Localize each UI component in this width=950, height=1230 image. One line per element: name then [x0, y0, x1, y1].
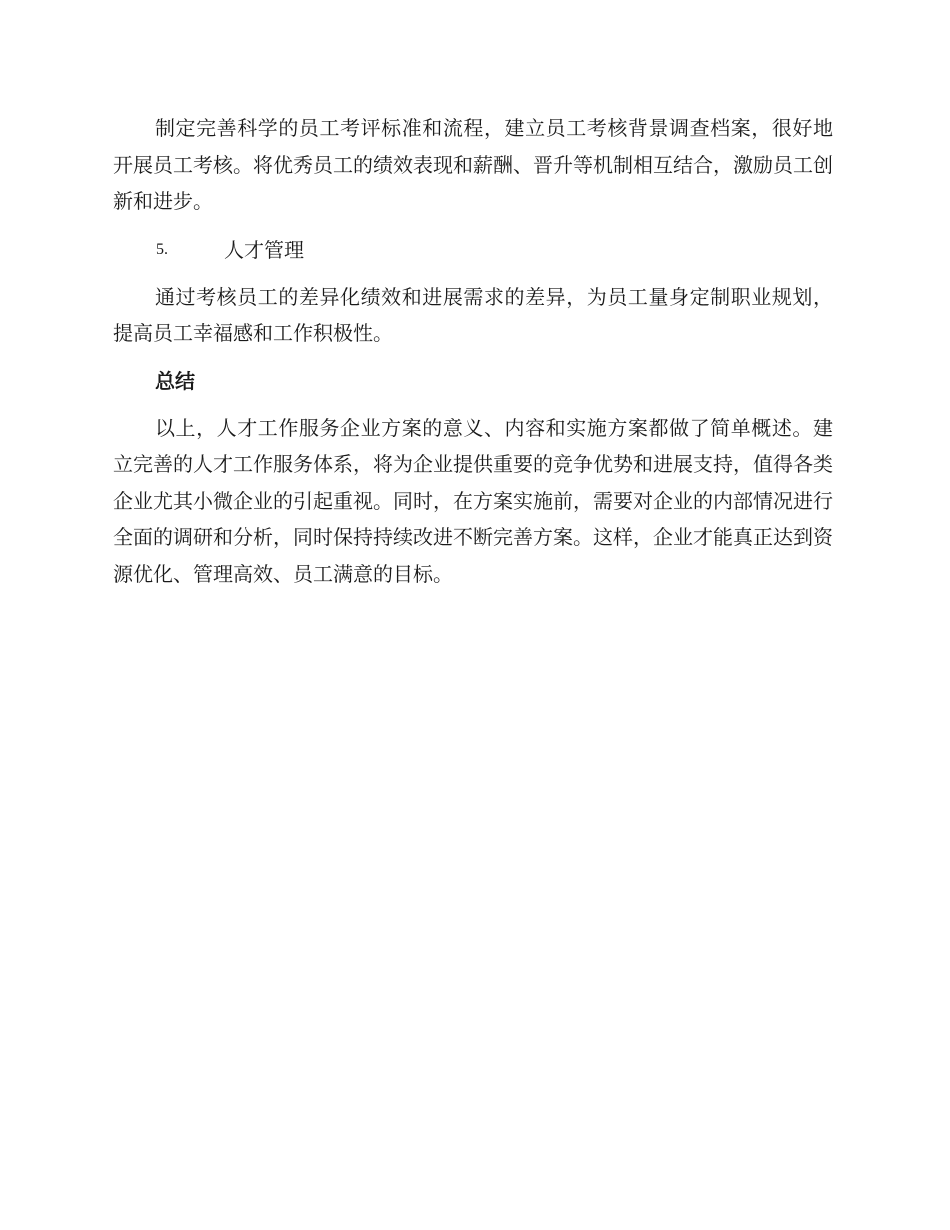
paragraph-talent-management: 通过考核员工的差异化绩效和进展需求的差异，为员工量身定制职业规划，提高员工幸福感和工作积极性。 — [113, 284, 833, 345]
paragraph-evaluation: 制定完善科学的员工考评标准和流程，建立员工考核背景调查档案，很好地开展员工考核。将优秀员工的绩效表现和薪酬、晋升等机制相互结合，激励员工创新和进步。 — [113, 116, 833, 213]
list-number: 5. — [156, 240, 168, 258]
summary-heading: 总结 — [155, 368, 195, 393]
list-title: 人才管理 — [224, 237, 304, 262]
list-item-talent-management — [113, 232, 833, 268]
document-body — [113, 110, 833, 592]
paragraph-summary: 以上，人才工作服务企业方案的意义、内容和实施方案都做了简单概述。建立完善的人才工作服务体系，将为企业提供重要的竞争优势和进展支持，值得各类企业尤其小微企业的引起重视。同时，在方案实施前，需要对企业的内部情况进行全面的调研和分析，同时保持持续改进不断完善方案。这样，企业才能真正达到资源优化、管理高效、员工满意的目标。 — [113, 415, 833, 586]
